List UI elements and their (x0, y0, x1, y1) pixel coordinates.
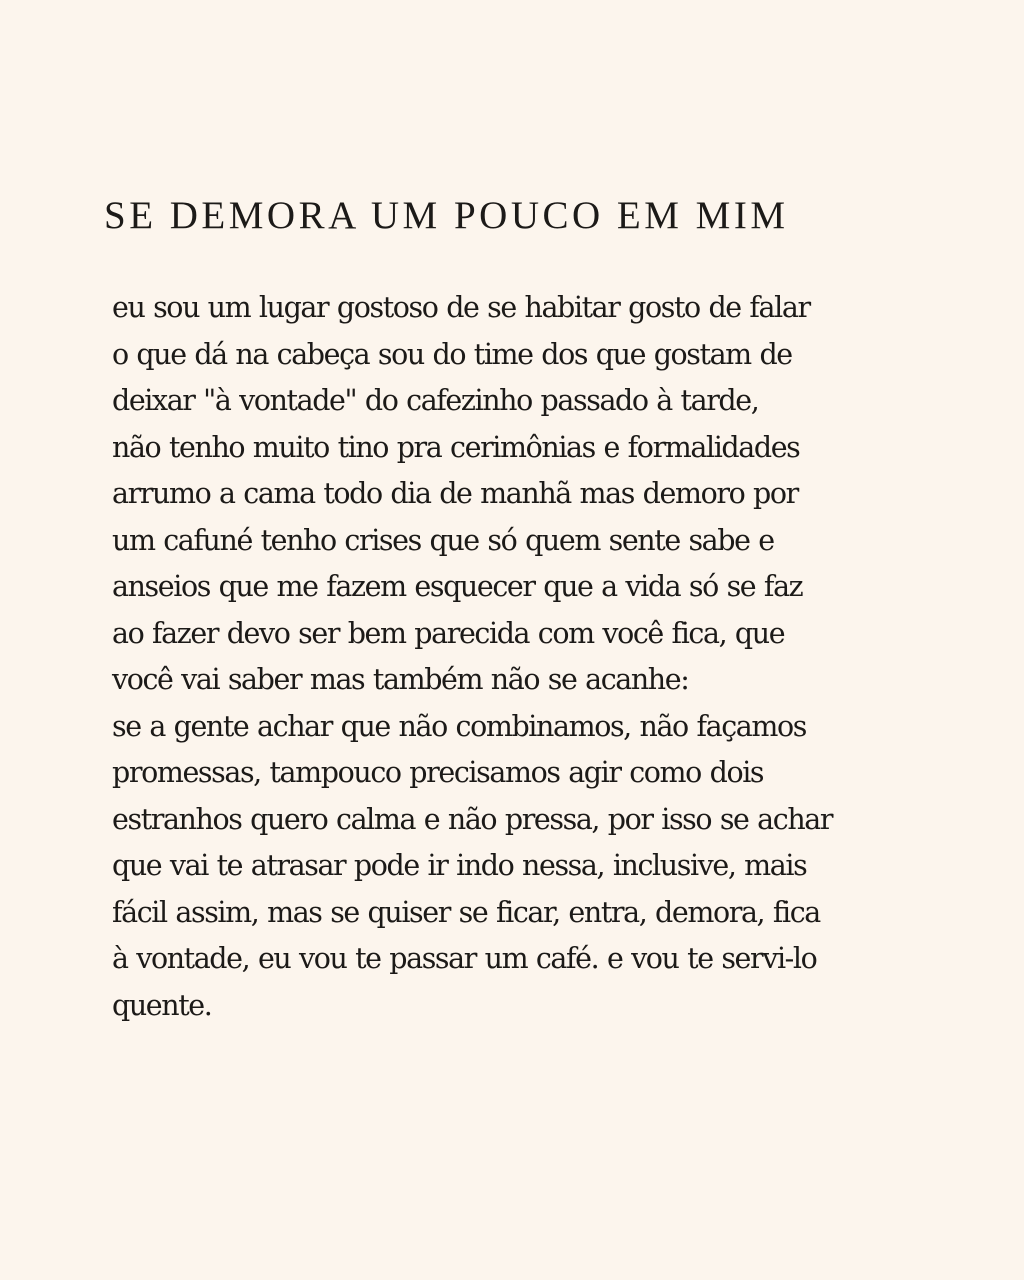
poem-line-5: arrumo a cama todo dia de manhã mas demoro por (112, 477, 798, 510)
poem-line-9: você vai saber mas também não se acanhe: (112, 663, 689, 696)
poem-line-10: se a gente achar que não combinamos, não façamos (112, 709, 806, 743)
poem-line-13: que vai te atrasar pode ir indo nessa, inclusive, mais (112, 849, 807, 882)
poem-line-3: deixar "à vontade" do cafezinho passado à tarde, (112, 384, 759, 417)
poem-line-1: eu sou um lugar gostoso de se habitar gosto de falar (112, 291, 810, 324)
poem-line-16: quente. (112, 988, 212, 1022)
poem-line-2: o que dá na cabeça sou do time dos que gostam de (112, 337, 792, 371)
poem-line-7: anseios que me fazem esquecer que a vida só se faz (112, 570, 803, 603)
poem-line-15: à vontade, eu vou te passar um café. e vou te servi-lo (112, 942, 817, 975)
poem-line-14: fácil assim, mas se quiser se ficar, entra, demora, fica (112, 895, 820, 929)
poem-line-8: ao fazer devo ser bem parecida com você fica, que (112, 616, 785, 650)
poem-line-6: um cafuné tenho crises que só quem sente sabe e (112, 523, 774, 557)
poem-line-11: promessas, tampouco precisamos agir como dois (112, 756, 764, 789)
poem-body (112, 285, 832, 1029)
poem-line-12: estranhos quero calma e não pressa, por isso se achar (112, 802, 833, 836)
poem-line-4: não tenho muito tino pra cerimônias e formalidades (112, 430, 800, 464)
poem-title: SE DEMORA UM POUCO EM MIM (104, 194, 789, 237)
